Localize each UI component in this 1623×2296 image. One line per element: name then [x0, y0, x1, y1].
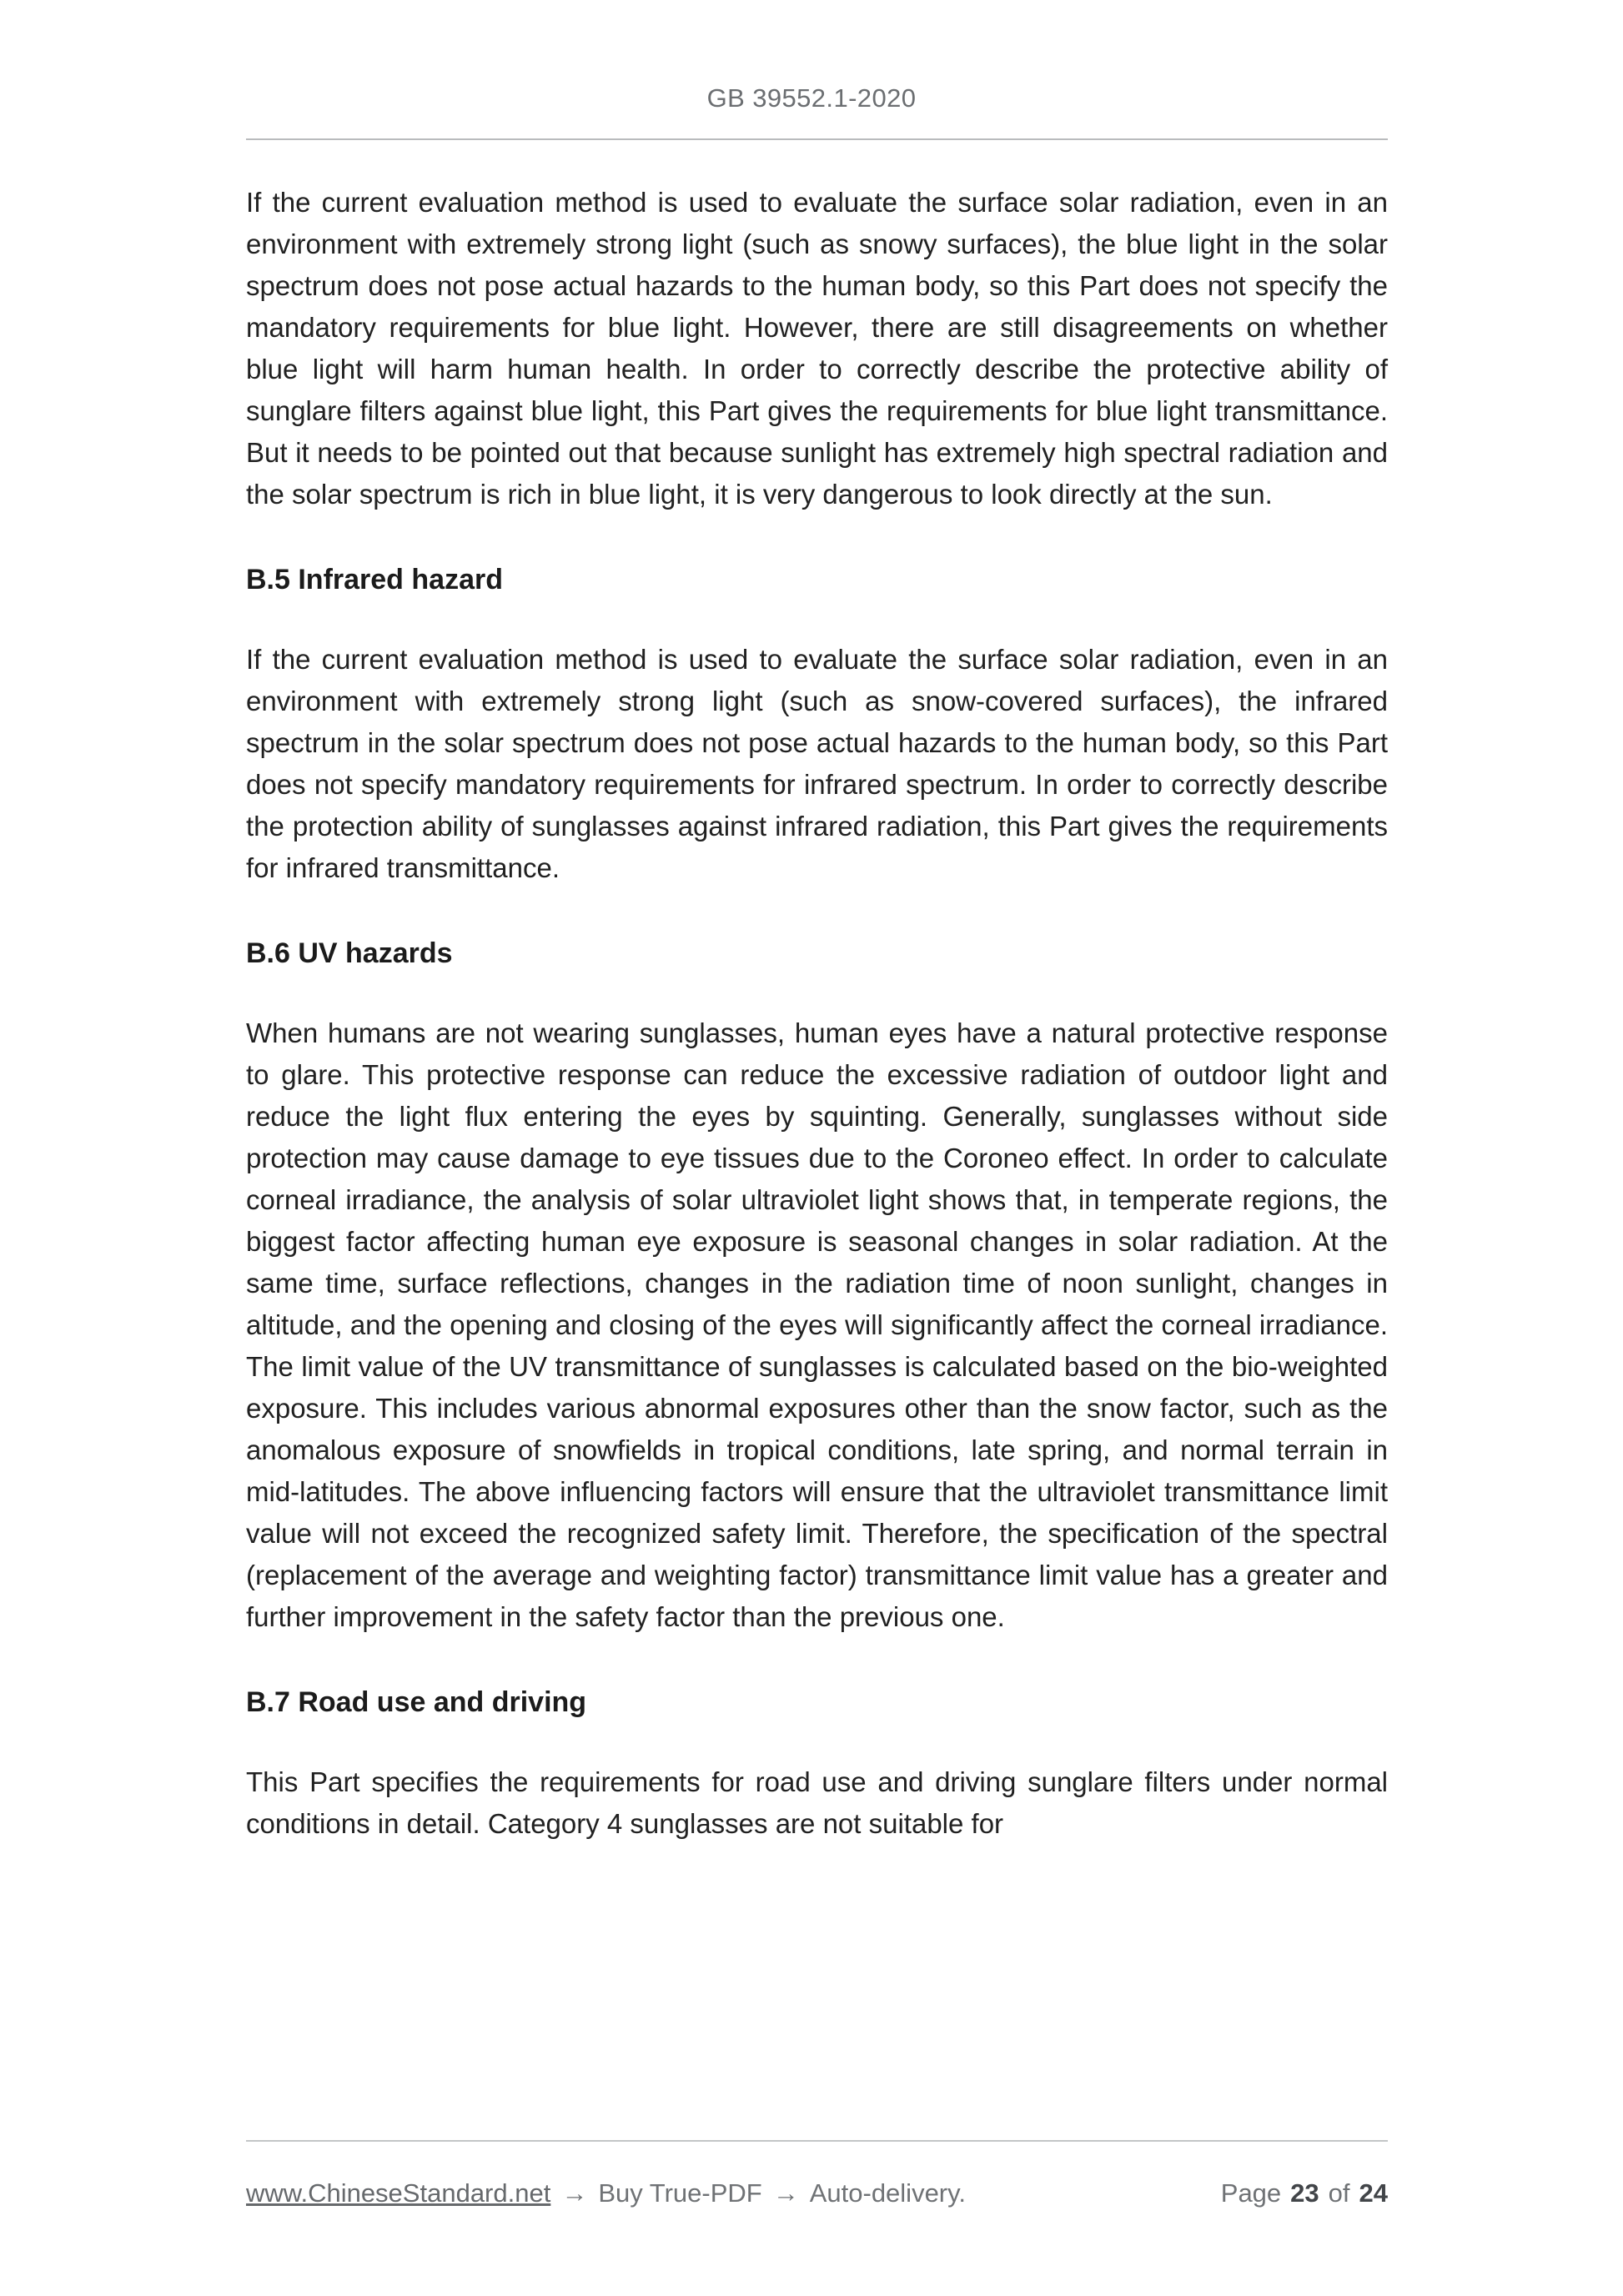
page-footer — [246, 2140, 1388, 2208]
paragraph-blue-light: If the current evaluation method is used to evaluate the surface solar radiation, even in an environment with extremely strong light (such as snowy surfaces), the blue light in the solar spectrum does not pose actual hazards to the human body, so this Part does not specify the mandatory requirements for blue light. However, there are still disagreements on whether blue light will harm human health. In order to correctly describe the protective ability of sunglare filters against blue light, this Part gives the requirements for blue light transmittance. But it needs to be pointed out that because sunlight has extremely high spectral radiation and the solar spectrum is rich in blue light, it is very dangerous to look directly at the sun. — [246, 187, 1388, 510]
footer-row — [246, 2178, 1388, 2208]
paragraph-road-use: This Part specifies the requirements for road use and driving sunglare filters under normal conditions in detail. Category 4 sunglasses are not suitable for — [246, 1766, 1388, 1839]
arrow-right-icon: → — [772, 2178, 799, 2208]
footer-source — [246, 2178, 966, 2208]
page-current: 23 — [1290, 2178, 1319, 2208]
footer-divider — [246, 2140, 1388, 2142]
section-heading-b5: B.5 Infrared hazard — [246, 564, 503, 595]
section-heading-b7: B.7 Road use and driving — [246, 1686, 587, 1718]
section-heading-b6: B.6 UV hazards — [246, 937, 453, 969]
paragraph-infrared: If the current evaluation method is used to evaluate the surface solar radiation, even in an environment with extremely strong light (such as snow-covered surfaces), the infrared spectrum in the solar spectrum does not pose actual hazards to the human body, so this Part does not specify mandatory requirements for infrared spectrum. In order to correctly describe the protection ability of sunglasses against infrared radiation, this Part gives the requirements for infrared transmittance. — [246, 644, 1388, 883]
page-indicator — [1221, 2178, 1388, 2208]
footer-action-buy: Buy True-PDF — [598, 2178, 762, 2208]
page-label: Page — [1220, 2178, 1282, 2208]
page-content — [0, 140, 1623, 1845]
page-header — [0, 0, 1623, 140]
document-number: GB 39552.1-2020 — [706, 83, 917, 113]
page-of-label: of — [1328, 2178, 1350, 2208]
paragraph-uv-hazards: When humans are not wearing sunglasses, human eyes have a natural protective response to glare. This protective response can reduce the excessive radiation of outdoor light and reduce the light flux entering the eyes by squinting. Generally, sunglasses without side protection may cause damage to eye tissues due to the Coroneo effect. In order to calculate corneal irradiance, the analysis of solar ultraviolet light shows that, in temperate regions, the biggest factor affecting human eye exposure is seasonal changes in solar radiation. At the same time, surface reflections, changes in the radiation time of noon sunlight, changes in altitude, and the opening and closing of the eyes will significantly affect the corneal irradiance. The limit value of the UV transmittance of sunglasses is calculated based on the bio-weighted exposure. This includes various abnormal exposures other than the snow factor, such as the anomalous exposure of snowfields in tropical conditions, late spring, and normal terrain in mid-latitudes. The above influencing factors will ensure that the ultraviolet transmittance limit value will not exceed the recognized safety limit. Therefore, the specification of the spectral (replacement of the average and weighting factor) transmittance limit value has a greater and further improvement in the safety factor than the previous one. — [246, 1017, 1388, 1632]
page-total: 24 — [1359, 2178, 1388, 2208]
website-link[interactable]: www.ChineseStandard.net — [246, 2178, 551, 2208]
arrow-right-icon: → — [561, 2178, 588, 2208]
footer-action-delivery: Auto-delivery. — [809, 2178, 966, 2208]
